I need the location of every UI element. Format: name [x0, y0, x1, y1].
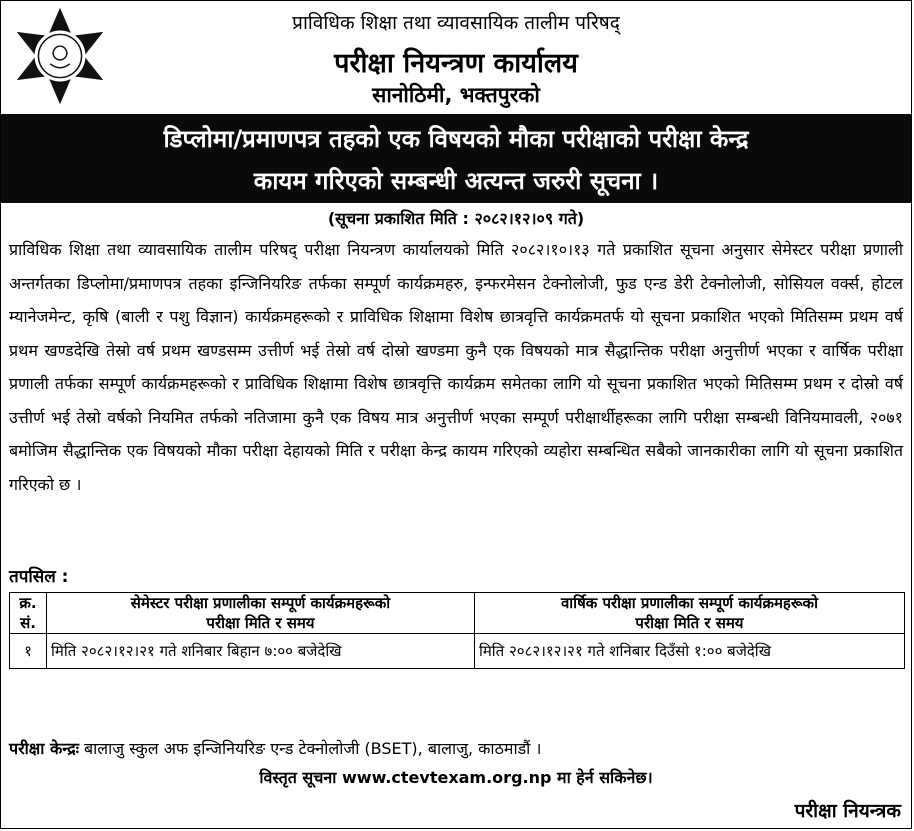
row-sn: १ [10, 634, 47, 669]
notice-body: प्राविधिक शिक्षा तथा व्यावसायिक तालीम परिषद् परीक्षा नियन्त्रण कार्यालयको मिति २०८२।१०।१३ गते प्रकाशित सूचना अनुसार सेमेस्टर परीक्षा प्रणाली अन्तर्गतका डिप्लोमा/प्रमाणपत्र तहका इन्जिनियरिङ तर्फका सम्पूर्ण कार्यक्रमहरु, इन्फरमेसन टेक्नोलोजी, फुड एन्ड डेरी टेक्नोलोजी, सोसियल वर्क्स, होटल म्यानेजमेन्ट, कृषि (बाली र पशु विज्ञान) कार्यक्रमहरूको र प्राविधिक शिक्षामा विशेष छात्रवृत्ति कार्यक्रमतर्फ यो सूचना प्रकाशित भएको मितिसम्म प्रथम वर्ष प्रथम खण्डदेखि तेस्रो वर्ष प्रथम खण्डसम्म उत्तीर्ण भई तेस्रो वर्ष दोस्रो खण्डमा कुनै एक विषयको मात्र सैद्धान्तिक परीक्षा अनुत्तीर्ण भएका र वार्षिक परीक्षा प्रणाली तर्फका सम्पूर्ण कार्यक्रमहरूको र प्राविधिक शिक्षामा विशेष छात्रवृत्ति कार्यक्रम समेतका लागि यो सूचना प्रकाशित भएको मितिसम्म प्रथम र दोस्रो वर्ष उत्तीर्ण भई तेस्रो वर्षको नियमित तर्फको नतिजामा कुनै एक विषय मात्र अनुत्तीर्ण भएका सम्पूर्ण परीक्षार्थीहरूका लागि परीक्षा सम्बन्धी विनियमावली, २०७१ बमोजिम सैद्धान्तिक एक विषयको मौका परीक्षा देहायको मिति र परीक्षा केन्द्र कायम गरिएको व्यहोरा सम्बन्धित सबैको जानकारीका लागि यो सूचना प्रकाशित गरिएको छ । [9, 240, 903, 494]
office-name: परीक्षा नियन्त्रण कार्यालय [334, 48, 578, 79]
exam-center-value: बालाजु स्कुल अफ इन्जिनियरिङ एन्ड टेक्नोलोजी (BSET), बालाजु, काठमाडौं । [84, 739, 542, 758]
notice-header [1, 1, 911, 111]
publication-date: (सूचना प्रकाशित मिति : २०८२।१२।०९ गते) [327, 209, 585, 228]
notice-title-line-1: डिप्लोमा/प्रमाणपत्र तहको एक विषयको मौका परीक्षाको परीक्षा केन्द्र [163, 125, 749, 153]
semester-schedule: मिति २०८२।१२।२१ गते शनिबार बिहान ७:०० बजेदेखि [47, 634, 475, 669]
table-row [10, 634, 905, 669]
signatory-title: परीक्षा नियन्त्रक [794, 800, 901, 822]
semester-header-line-1: सेमेस्टर परीक्षा प्रणालीका सम्पूर्ण कार्यक्रमहरूको [130, 594, 391, 612]
annual-schedule: मिति २०८२।१२।२१ गते शनिबार दिउँसो १:०० बजेदेखि [474, 634, 904, 669]
sn-header-line-1: क्र. [19, 594, 37, 612]
exam-schedule-table [9, 592, 905, 669]
notice-title-line-2: कायम गरिएको सम्बन्धी अत्यन्त जरुरी सूचना । [253, 167, 659, 195]
office-location: सानोठिमी, भक्तपुरको [372, 83, 540, 107]
notice-title-banner [1, 114, 911, 203]
exam-center [9, 737, 541, 759]
council-name: प्राविधिक शिक्षा तथा व्यावसायिक तालीम परिषद् [292, 12, 620, 34]
details-line [1, 766, 911, 788]
schedule-heading: तपसिल : [9, 567, 69, 587]
details-suffix: मा हेर्न सकिनेछ। [557, 768, 653, 787]
annual-header-line-1: वार्षिक परीक्षा प्रणालीका सम्पूर्ण कार्यक्रमहरूको [560, 594, 818, 612]
semester-header [47, 593, 475, 634]
details-prefix: विस्तृत सूचना [259, 768, 337, 787]
exam-center-label: परीक्षा केन्द्रः [9, 739, 79, 758]
semester-header-line-2: परीक्षा मिति र समय [206, 614, 315, 632]
table-header-row [10, 593, 905, 634]
sn-header-line-2: सं. [20, 614, 36, 632]
details-url-link[interactable]: www.ctevtexam.org.np [342, 768, 552, 787]
sn-header [10, 593, 47, 634]
annual-header [474, 593, 904, 634]
annual-header-line-2: परीक्षा मिति र समय [635, 614, 744, 632]
